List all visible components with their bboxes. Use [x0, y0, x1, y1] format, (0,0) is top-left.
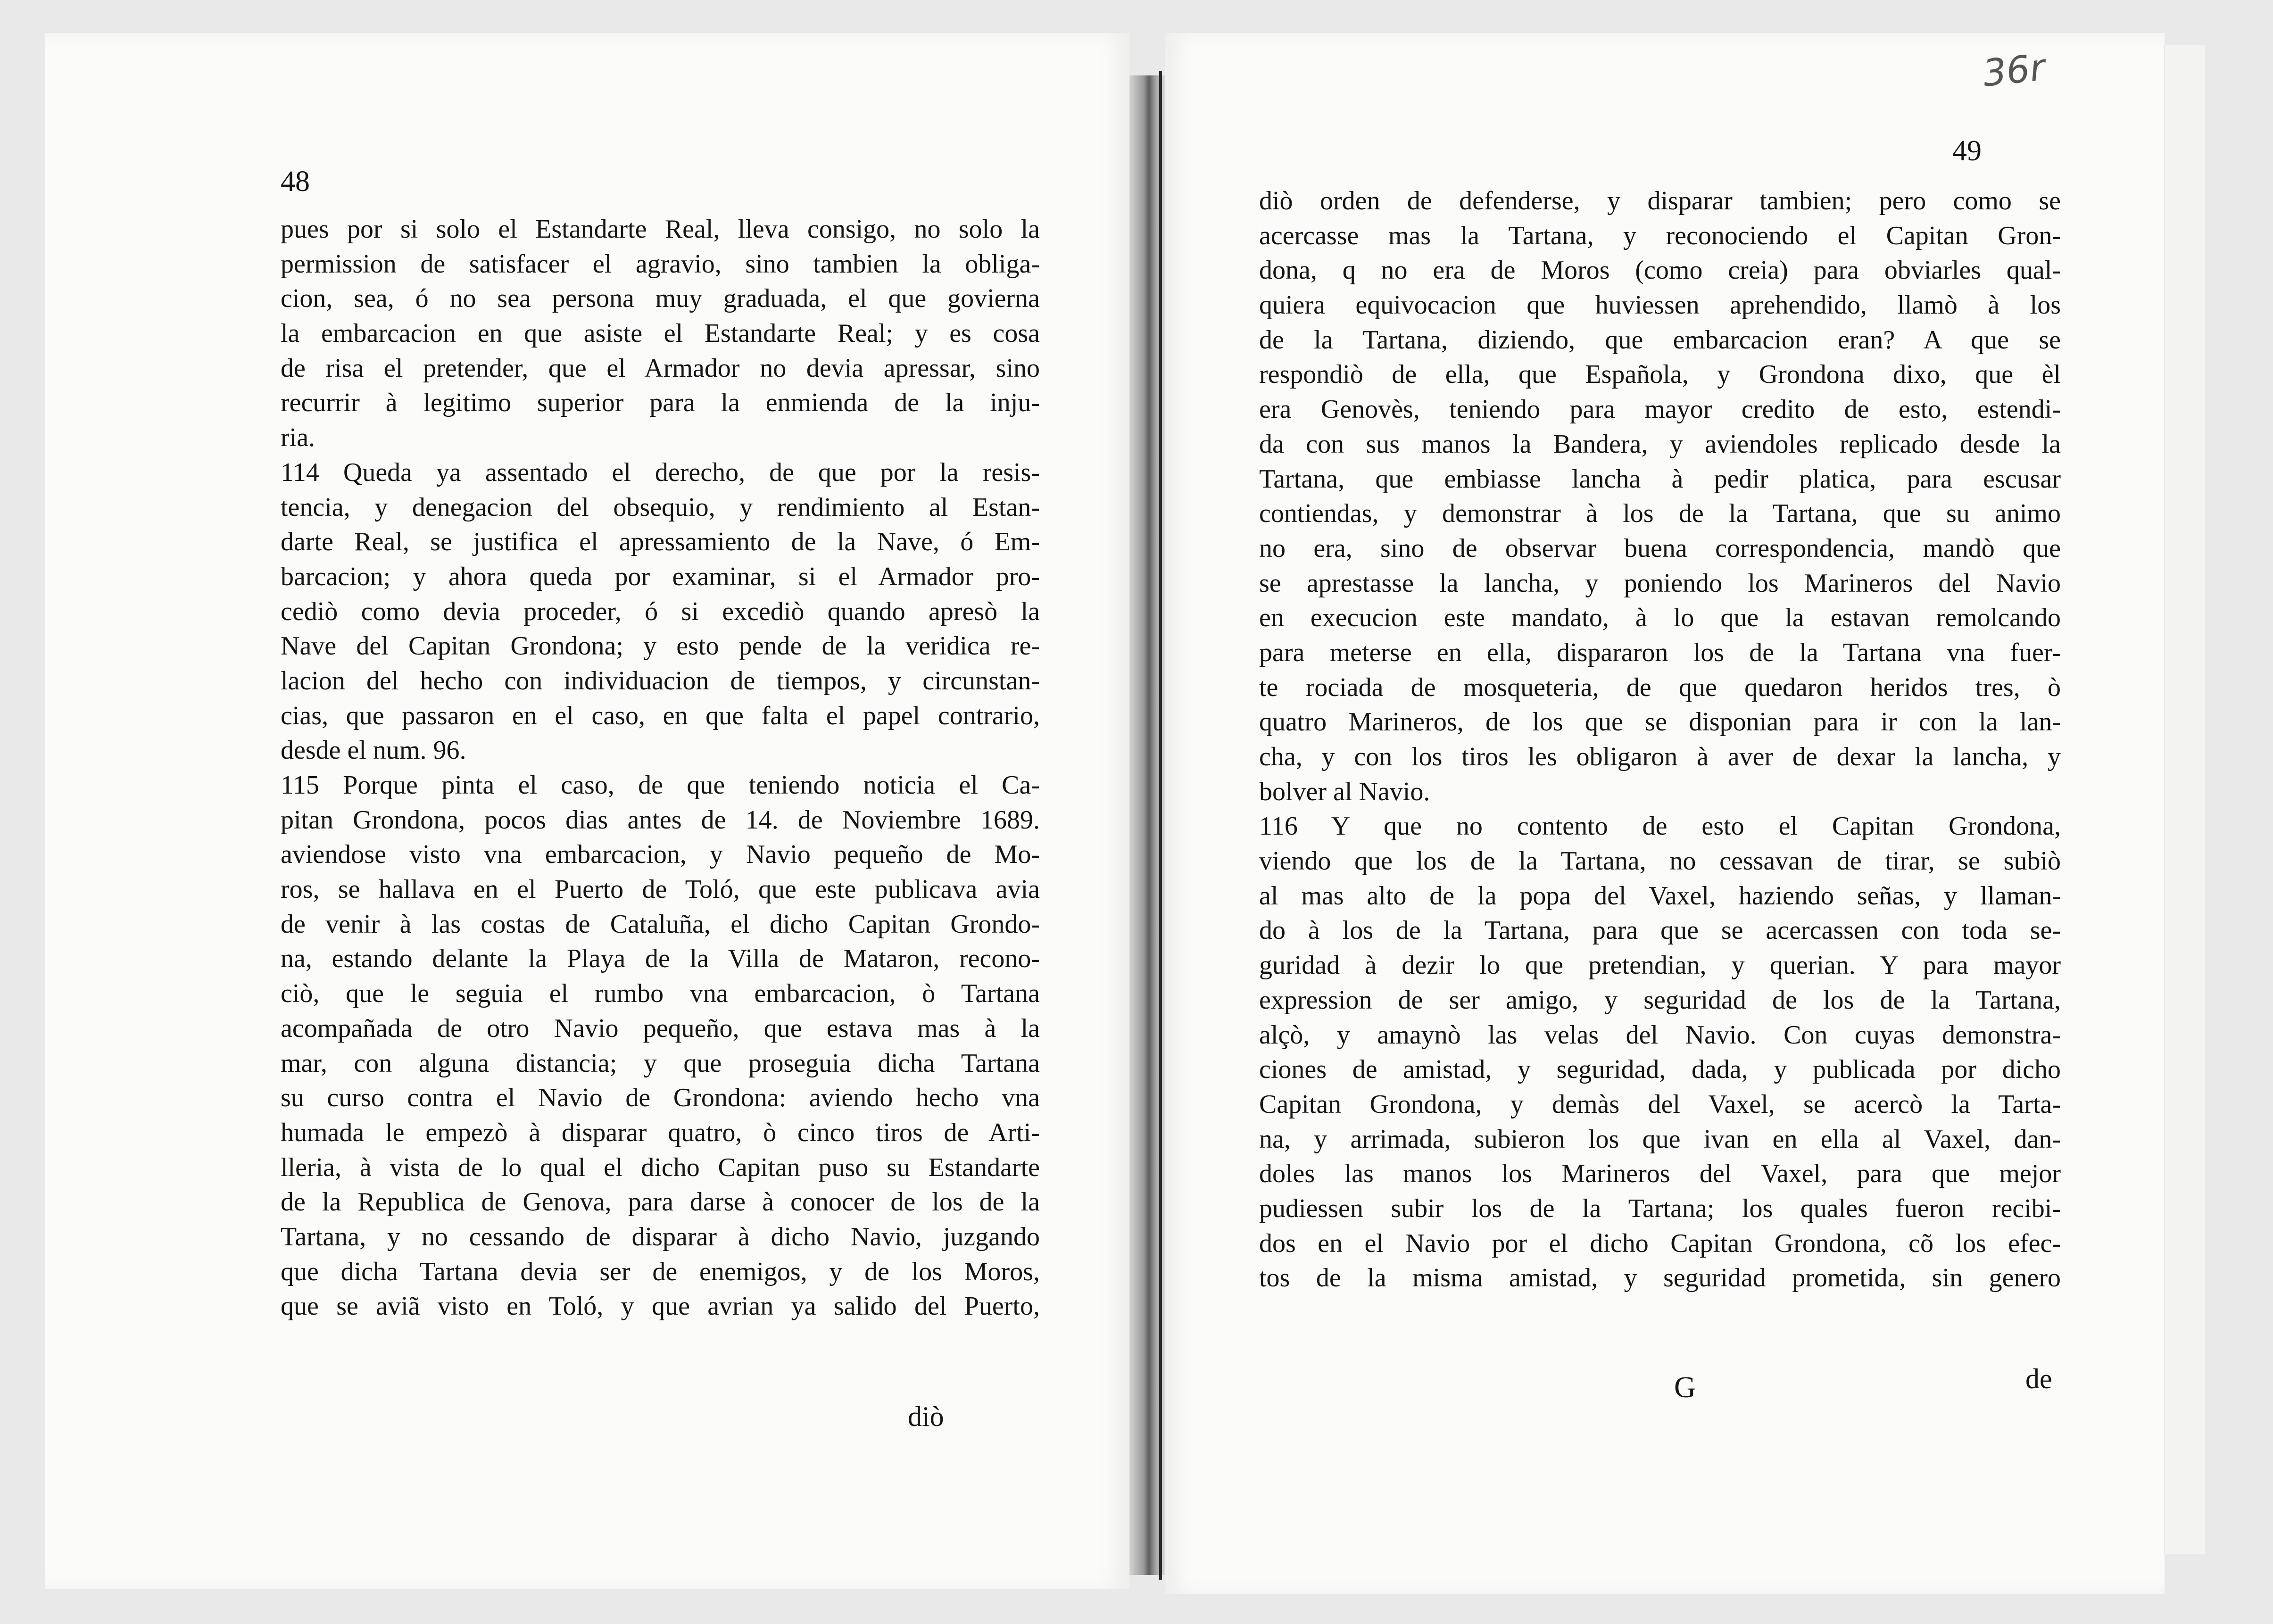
- right-page: [1165, 33, 2165, 1594]
- text-line: acercasse mas la Tartana, y reconociendo el Capitan Gron-: [1259, 221, 2061, 250]
- text-line: ros, se hallava en el Puerto de Toló, que este publicava avia: [281, 875, 1040, 904]
- text-line: na, y arrimada, subieron los que ivan en ella al Vaxel, dan-: [1259, 1124, 2061, 1154]
- text-line: para meterse en ella, dispararon los de la Tartana vna fuer-: [1259, 638, 2061, 667]
- signature-mark: G: [1674, 1370, 1696, 1404]
- text-line: cha, y con los tiros les obligaron à aver de dexar la lancha, y: [1259, 742, 2061, 771]
- page-number: 49: [1952, 135, 1982, 167]
- text-line: pues por si solo el Estandarte Real, lleva consigo, no solo la: [281, 215, 1040, 244]
- text-line: cediò como devia proceder, ó si excediò quando apresò la: [281, 597, 1040, 626]
- text-line: mar, con alguna distancia; y que proseguia dicha Tartana: [281, 1048, 1040, 1078]
- page-edges: [2164, 45, 2205, 1554]
- text-line: cias, que passaron en el caso, en que falta el papel contrario,: [281, 701, 1040, 730]
- text-line: humada le empezò à disparar quatro, ò cinco tiros de Arti-: [281, 1118, 1040, 1147]
- text-line: aviendose visto vna embarcacion, y Navio pequeño de Mo-: [281, 840, 1040, 870]
- left-page: [45, 33, 1129, 1589]
- text-line: te rociada de mosqueteria, de que quedaron heridos tres, ò: [1259, 672, 2061, 702]
- text-line: ciò, que le seguia el rumbo vna embarcacion, ò Tartana: [281, 979, 1040, 1009]
- text-line: de la Tartana, diziendo, que embarcacion eran? A que se: [1259, 325, 2061, 355]
- text-line: ciones de amistad, y seguridad, dada, y publicada por dicho: [1259, 1055, 2061, 1085]
- text-line: Capitan Grondona, y demàs del Vaxel, se acercò la Tarta-: [1259, 1089, 2061, 1119]
- text-line: na, estando delante la Playa de la Villa de Mataron, recono-: [281, 944, 1040, 974]
- folio-mark: 36r: [1981, 46, 2047, 95]
- text-line: tos de la misma amistad, y seguridad prometida, sin genero: [1259, 1263, 2061, 1293]
- text-line: lacion del hecho con individuacion de tiempos, y circunstan-: [281, 666, 1040, 696]
- text-line: Nave del Capitan Grondona; y esto pende de la veridica re-: [281, 631, 1040, 661]
- text-line: pitan Grondona, pocos dias antes de 14. de Noviembre 1689.: [281, 805, 1040, 835]
- text-line: era Genovès, teniendo para mayor credito de esto, estendi-: [1259, 395, 2061, 424]
- catchword: de: [2025, 1363, 2052, 1394]
- text-line: cion, sea, ó no sea persona muy graduada, el que govierna: [281, 284, 1040, 314]
- text-line: bolver al Navio.: [1259, 777, 1430, 806]
- text-line: la embarcacion en que asiste el Estandarte Real; y es cosa: [281, 319, 1040, 348]
- text-line: pudiessen subir los de la Tartana; los quales fueron recibi-: [1259, 1193, 2061, 1223]
- text-line: en execucion este mandato, à lo que la estavan remolcando: [1259, 603, 2061, 633]
- left-text-block: [281, 212, 1040, 1324]
- text-line: da con sus manos la Bandera, y aviendoles replicado desde la: [1259, 429, 2061, 459]
- text-line: viendo que los de la Tartana, no cessavan de tirar, se subiò: [1259, 846, 2061, 876]
- text-line: acompañada de otro Navio pequeño, que estava mas à la: [281, 1013, 1040, 1043]
- text-line: quatro Marineros, de los que se disponian para ir con la lan-: [1259, 707, 2061, 737]
- text-line: doles las manos los Marineros del Vaxel, para que mejor: [1259, 1159, 2061, 1189]
- text-line: de la Republica de Genova, para darse à conocer de los de la: [281, 1187, 1040, 1217]
- text-line: quiera equivocacion que huviessen aprehendido, llamò à los: [1259, 290, 2061, 320]
- text-line: tencia, y denegacion del obsequio, y rendimiento al Estan-: [281, 492, 1040, 522]
- text-line: do à los de la Tartana, para que se acercassen con toda se-: [1259, 916, 2061, 945]
- text-line: alçò, y amaynò las velas del Navio. Con cuyas demonstra-: [1259, 1020, 2061, 1050]
- text-line: 114 Queda ya assentado el derecho, de que por la resis-: [281, 457, 1040, 487]
- text-line: dos en el Navio por el dicho Capitan Grondona, cõ los efec-: [1259, 1228, 2061, 1258]
- text-line: 115 Porque pinta el caso, de que teniendo noticia el Ca-: [281, 771, 1040, 800]
- text-line: que dicha Tartana devia ser de enemigos, y de los Moros,: [281, 1257, 1040, 1286]
- text-line: 116 Y que no contento de esto el Capitan Grondona,: [1259, 812, 2061, 841]
- text-line: desde el num. 96.: [281, 736, 466, 765]
- text-line: respondiò de ella, que Española, y Grondona dixo, que èl: [1259, 360, 2061, 389]
- text-line: darte Real, se justifica el apressamiento de la Nave, ó Em-: [281, 527, 1040, 557]
- text-line: de risa el pretender, que el Armador no devia apressar, sino: [281, 353, 1040, 383]
- text-line: diò orden de defenderse, y disparar tambien; pero como se: [1259, 186, 2061, 215]
- page-number: 48: [281, 166, 310, 198]
- text-line: recurrir à legitimo superior para la enmienda de la inju-: [281, 388, 1040, 418]
- text-line: Tartana, y no cessando de disparar à dicho Navio, juzgando: [281, 1222, 1040, 1251]
- text-line: se aprestasse la lancha, y poniendo los Marineros del Navio: [1259, 568, 2061, 598]
- text-line: no era, sino de observar buena correspondencia, mandò que: [1259, 533, 2061, 563]
- text-line: ria.: [281, 423, 315, 453]
- text-line: guridad à dezir lo que pretendian, y querian. Y para mayor: [1259, 951, 2061, 980]
- catchword: diò: [908, 1401, 944, 1432]
- text-line: barcacion; y ahora queda por examinar, si el Armador pro-: [281, 562, 1040, 591]
- text-line: permission de satisfacer el agravio, sino tambien la obliga-: [281, 249, 1040, 279]
- text-line: dona, q no era de Moros (como creia) para obviarles qual-: [1259, 256, 2061, 285]
- text-line: lleria, à vista de lo qual el dicho Capitan puso su Estandarte: [281, 1152, 1040, 1182]
- text-line: su curso contra el Navio de Grondona: aviendo hecho vna: [281, 1083, 1040, 1113]
- text-line: que se aviã visto en Toló, y que avrian ya salido del Puerto,: [281, 1292, 1040, 1321]
- text-line: de venir à las costas de Cataluña, el dicho Capitan Grondo-: [281, 909, 1040, 939]
- right-text-block: [1259, 184, 2061, 1296]
- text-line: Tartana, que embiasse lancha à pedir platica, para escusar: [1259, 464, 2061, 494]
- text-line: al mas alto de la popa del Vaxel, haziendo señas, y llaman-: [1259, 881, 2061, 911]
- gutter-fold: [1159, 71, 1162, 1580]
- text-line: expression de ser amigo, y seguridad de los de la Tartana,: [1259, 985, 2061, 1015]
- text-line: contiendas, y demonstrar à los de la Tartana, que su animo: [1259, 499, 2061, 529]
